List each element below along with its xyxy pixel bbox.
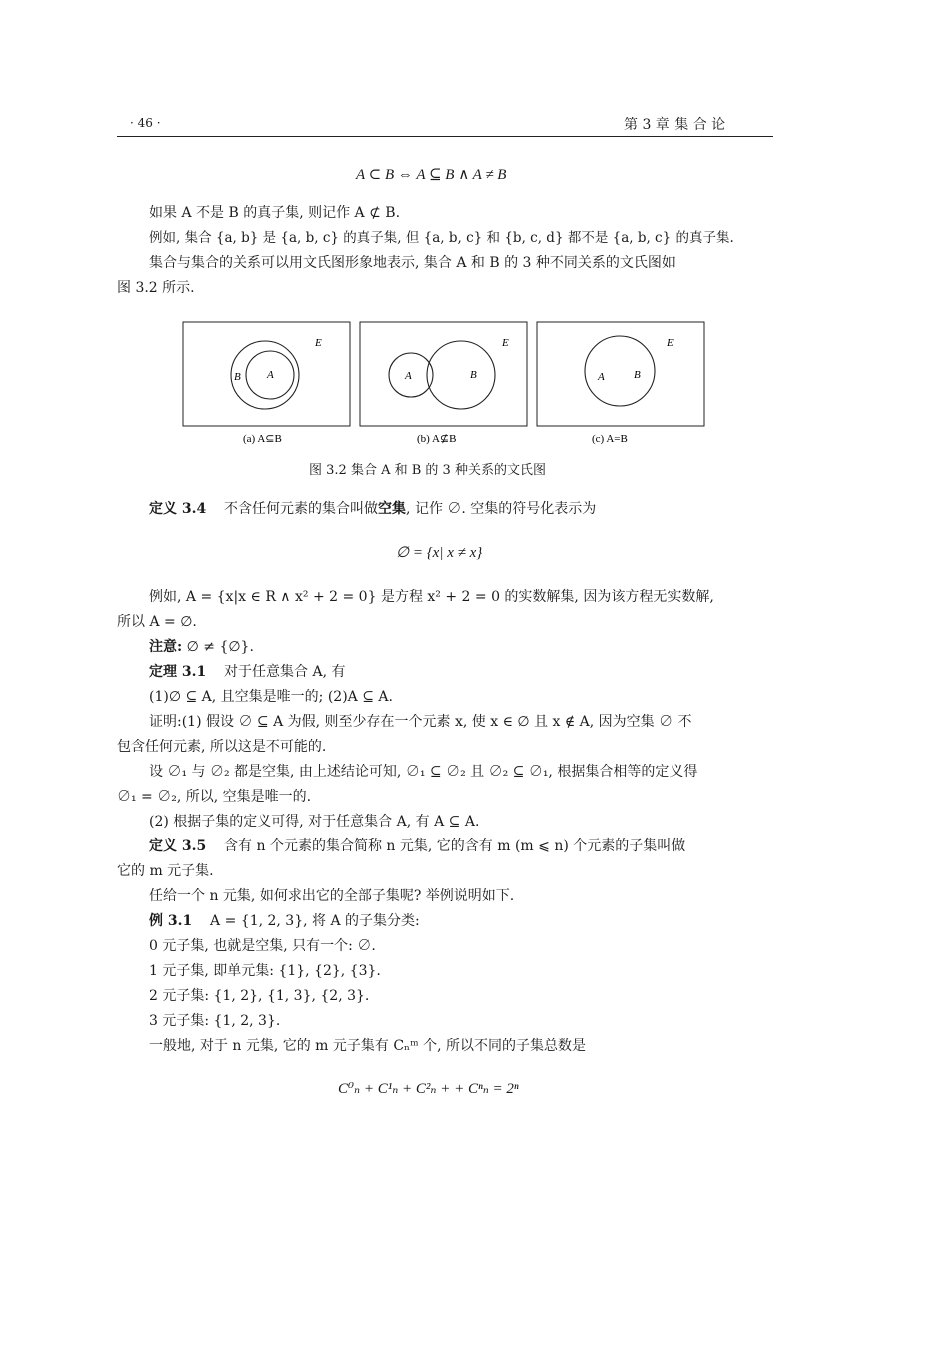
- equation-subset-count: C⁰ₙ + C¹ₙ + C²ₙ + + Cⁿₙ = 2ⁿ: [338, 1081, 519, 1097]
- header-rule: [117, 136, 773, 137]
- text-line: 集合与集合的关系可以用文氏图形象地表示, 集合 A 和 B 的 3 种不同关系的文氏图如: [149, 255, 676, 271]
- note-text: ∅ ≠ {∅}.: [186, 639, 254, 655]
- venn-panel-a: [183, 322, 350, 445]
- definition-label: 定义 3.4: [149, 501, 207, 517]
- example-3-1: [149, 911, 420, 931]
- theorem-label: 定理 3.1: [149, 664, 207, 680]
- definition-text: 含有 n 个元素的集合简称 n 元集, 它的含有 m (m ⩽ n) 个元素的子集叫做: [224, 838, 686, 854]
- theorem-3-1: [149, 662, 346, 682]
- proof-line: 包含任何元素, 所以这是不可能的.: [117, 739, 327, 755]
- note: [149, 637, 254, 657]
- definition-text: 它的 m 元子集.: [117, 863, 214, 879]
- example-text: A = {1, 2, 3}, 将 A 的子集分类:: [210, 913, 420, 929]
- caption-b: (b) A⊈B: [417, 433, 457, 445]
- label-E: E: [667, 337, 674, 349]
- label-B: B: [234, 371, 241, 383]
- proof-line: ∅₁ = ∅₂, 所以, 空集是唯一的.: [117, 789, 312, 805]
- text-line: 图 3.2 所示.: [117, 280, 195, 296]
- label-E: E: [502, 337, 509, 349]
- definition-label: 定义 3.5: [149, 838, 207, 854]
- subset-line: 1 元子集, 即单元集: {1}, {2}, {3}.: [149, 963, 381, 979]
- text-line: 所以 A = ∅.: [117, 614, 197, 630]
- subset-line: 2 元子集: {1, 2}, {1, 3}, {2, 3}.: [149, 988, 370, 1004]
- chapter-title: 第 3 章 集 合 论: [624, 117, 726, 133]
- text-line: 例如, 集合 {a, b} 是 {a, b, c} 的真子集, 但 {a, b, c} 和 {b, c, d} 都不是 {a, b, c} 的真子集.: [149, 230, 734, 246]
- proof-line: 设 ∅₁ 与 ∅₂ 都是空集, 由上述结论可知, ∅₁ ⊆ ∅₂ 且 ∅₂ ⊆ ∅₁, 根据集合相等的定义得: [149, 764, 698, 780]
- label-A: A: [267, 369, 274, 381]
- proof-line: 证明:(1) 假设 ∅ ⊆ A 为假, 则至少存在一个元素 x, 使 x ∈ ∅ 且 x ∉ A, 因为空集 ∅ 不: [149, 714, 692, 730]
- subset-line: 3 元子集: {1, 2, 3}.: [149, 1013, 281, 1029]
- venn-figure: [180, 318, 710, 453]
- definition-term: 空集: [378, 501, 407, 517]
- definition-text: , 记作 ∅. 空集的符号化表示为: [406, 501, 597, 517]
- definition-text: 不含任何元素的集合叫做: [224, 501, 379, 517]
- venn-panel-c: [537, 322, 704, 445]
- example-label: 例 3.1: [149, 913, 193, 929]
- text-line: 例如, A = {x|x ∈ R ∧ x² + 2 = 0} 是方程 x² + 2 = 0 的实数解集, 因为该方程无实数解,: [149, 589, 714, 605]
- text-line: 如果 A 不是 B 的真子集, 则记作 A ⊄ B.: [149, 205, 401, 221]
- theorem-text: 对于任意集合 A, 有: [224, 664, 346, 680]
- label-B: B: [470, 369, 477, 381]
- definition-3-4: [149, 499, 596, 519]
- theorem-items: (1)∅ ⊆ A, 且空集是唯一的; (2)A ⊆ A.: [149, 689, 393, 705]
- venn-panel-b: [360, 322, 527, 445]
- page-number: · 46 ·: [130, 116, 161, 130]
- subset-line: 0 元子集, 也就是空集, 只有一个: ∅.: [149, 938, 376, 954]
- figure-caption: 图 3.2 集合 A 和 B 的 3 种关系的文氏图: [309, 463, 546, 478]
- caption-a: (a) A⊆B: [243, 433, 282, 445]
- label-E: E: [315, 337, 322, 349]
- label-A: A: [405, 370, 412, 382]
- equation-proper-subset: A ⊂ B ⇔ A ⊆ B ∧ A ≠ B: [356, 167, 507, 183]
- text-line: 一般地, 对于 n 元集, 它的 m 元子集有 Cₙᵐ 个, 所以不同的子集总数是: [149, 1038, 587, 1054]
- caption-c: (c) A=B: [592, 433, 628, 445]
- definition-3-5: [149, 836, 685, 856]
- label-B: B: [634, 369, 641, 381]
- proof-line: (2) 根据子集的定义可得, 对于任意集合 A, 有 A ⊆ A.: [149, 814, 480, 830]
- equation-empty-set: ∅ = {x| x ≠ x}: [396, 545, 483, 561]
- text-line: 任给一个 n 元集, 如何求出它的全部子集呢? 举例说明如下.: [149, 888, 515, 904]
- note-label: 注意:: [149, 639, 183, 655]
- label-A: A: [598, 371, 605, 383]
